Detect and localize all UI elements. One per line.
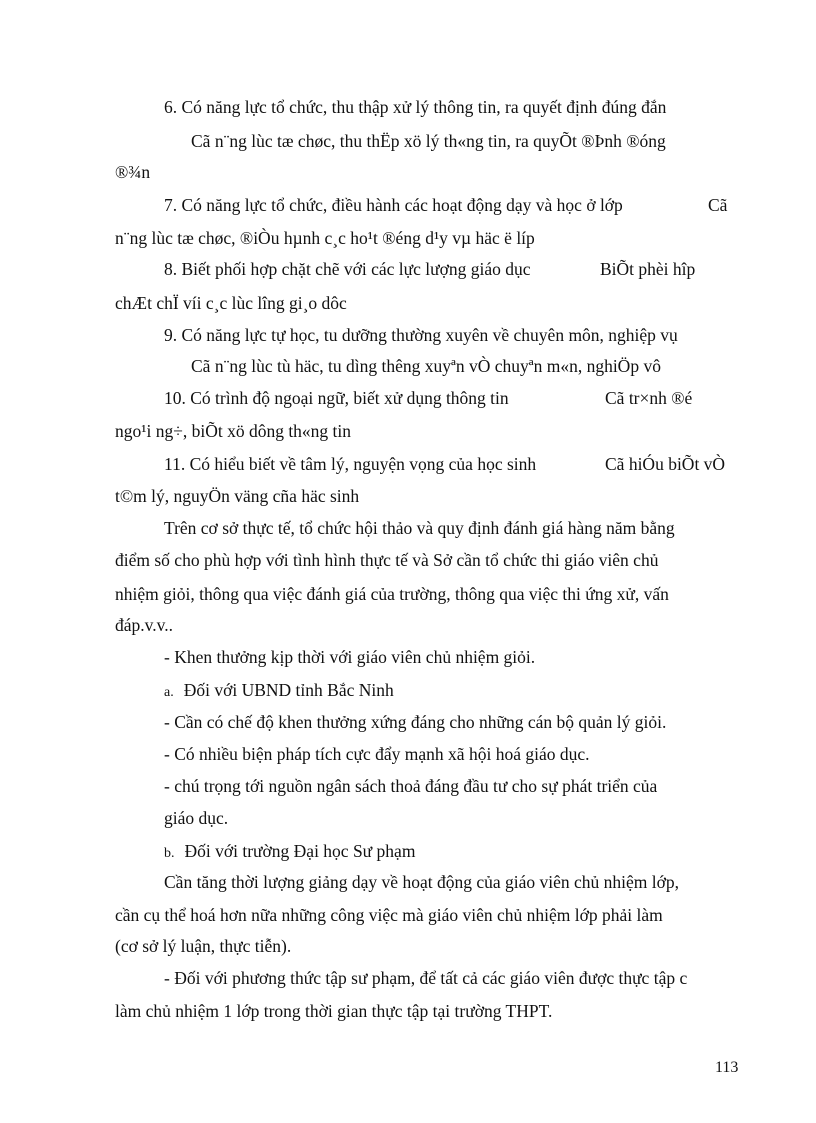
section-b-label: b. — [164, 846, 175, 861]
item-10-line: 10. Có trình độ ngoại ngữ, biết xử dụng thông tin — [164, 388, 509, 408]
garbled-line: ngo¹i ng÷, biÕt xö dông th«ng tin — [115, 421, 352, 441]
item-8-line: 8. Biết phối hợp chặt chẽ với các lực lượng giáo dục — [164, 259, 531, 279]
paragraph-line: cần cụ thể hoá hơn nữa những công việc mà giáo viên chủ nhiệm lớp phải làm — [115, 905, 663, 925]
paragraph-line: đáp.v.v.. — [115, 615, 173, 635]
garbled-line: n¨ng lùc tæ chøc, ®iÒu hµnh c¸c ho¹t ®éng d¹y vµ häc ë líp — [115, 228, 535, 248]
garbled-line: t©m lý, nguyÖn väng cña häc sinh — [115, 486, 360, 506]
paragraph-line: Cần tăng thời lượng giảng dạy về hoạt động của giáo viên chủ nhiệm lớp, — [164, 872, 679, 892]
item-6-line: 6. Có năng lực tổ chức, thu thập xử lý thông tin, ra quyết định đúng đắn — [164, 97, 667, 117]
paragraph-line: làm chủ nhiệm 1 lớp trong thời gian thực tập tại trường THPT. — [115, 1001, 553, 1021]
garbled-line: ®¾n — [115, 162, 151, 182]
section-a-title: Đối với UBND tỉnh Bắc Ninh — [183, 680, 394, 700]
bullet-line: - Có nhiều biện pháp tích cực đẩy mạnh xã hội hoá giáo dục. — [164, 744, 590, 764]
item-7-line: 7. Có năng lực tổ chức, điều hành các hoạt động dạy và học ở lớp — [164, 195, 623, 215]
section-a-label: a. — [164, 685, 174, 700]
bullet-line: giáo dục. — [164, 808, 229, 828]
paragraph-line: nhiệm giỏi, thông qua việc đánh giá của trường, thông qua việc thi ứng xử, vấn — [115, 584, 669, 604]
page-number: 113 — [715, 1059, 739, 1076]
section-a-heading — [164, 679, 394, 704]
item-9-line: 9. Có năng lực tự học, tu dưỡng thường xuyên về chuyên môn, nghiệp vụ — [164, 325, 678, 345]
bullet-line: - Cần có chế độ khen thưởng xứng đáng cho những cán bộ quản lý giỏi. — [164, 712, 667, 732]
paragraph-line: (cơ sở lý luận, thực tiễn). — [115, 936, 292, 956]
bullet-line: - Khen thưởng kịp thời với giáo viên chủ nhiệm giỏi. — [164, 647, 536, 667]
garbled-line: Cã — [708, 195, 728, 215]
garbled-line: Cã n¨ng lùc tù häc, tu dìng thêng xuyªn vÒ chuyªn m«n, nghiÖp vô — [191, 356, 661, 376]
bullet-line: - chú trọng tới nguồn ngân sách thoả đáng đầu tư cho sự phát triển của — [164, 776, 658, 796]
garbled-line: Cã hiÓu biÕt vÒ — [605, 454, 726, 474]
section-b-title: Đối với trường Đại học Sư phạm — [184, 841, 416, 861]
paragraph-line: điểm số cho phù hợp với tình hình thực tế và Sở cần tổ chức thi giáo viên chủ — [115, 550, 659, 570]
garbled-line: Cã n¨ng lùc tæ chøc, thu thËp xö lý th«ng tin, ra quyÕt ®Þnh ®óng — [191, 131, 666, 151]
section-b-heading — [164, 840, 415, 865]
paragraph-line: Trên cơ sở thực tế, tổ chức hội thảo và quy định đánh giá hàng năm bằng — [164, 518, 675, 538]
garbled-line: chÆt chÏ víi c¸c lùc lîng gi¸o dôc — [115, 293, 347, 313]
bullet-line: - Đối với phương thức tập sư phạm, để tất cả các giáo viên được thực tập c — [164, 968, 688, 988]
garbled-line: BiÕt phèi hîp — [600, 259, 696, 279]
item-11-line: 11. Có hiểu biết về tâm lý, nguyện vọng của học sinh — [164, 454, 537, 474]
garbled-line: Cã tr×nh ®é — [605, 388, 693, 408]
